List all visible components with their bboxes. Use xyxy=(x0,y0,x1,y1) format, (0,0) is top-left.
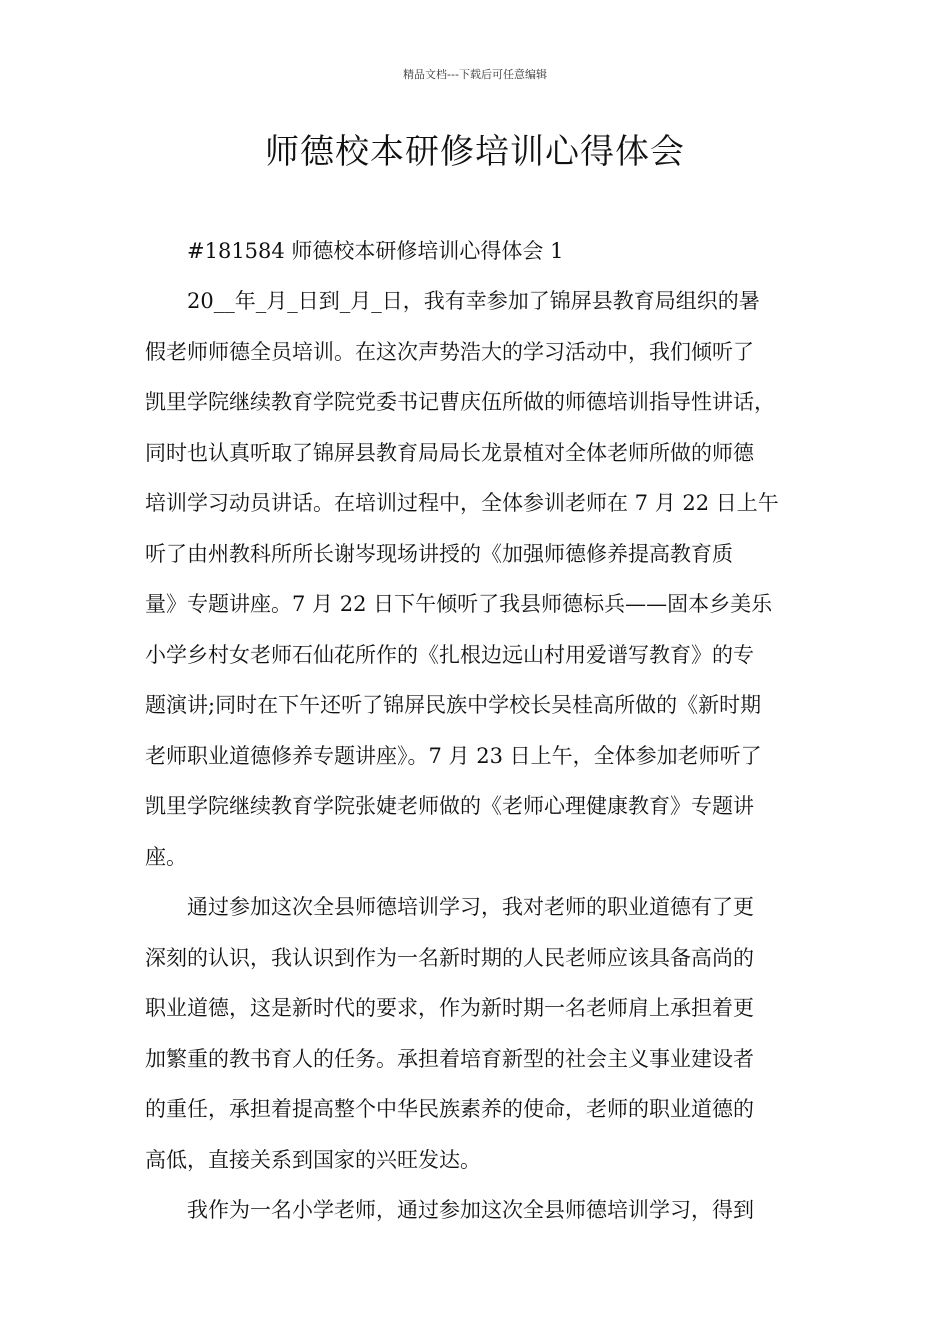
paragraph-line: 题演讲;同时在下午还听了锦屏民族中学校长吴桂高所做的《新时期 xyxy=(145,693,762,717)
paragraph-line: 的重任，承担着提高整个中华民族素养的使命，老师的职业道德的 xyxy=(145,1097,754,1121)
paragraph-line: 高低，直接关系到国家的兴旺发达。 xyxy=(145,1147,481,1172)
paragraph-line: 通过参加这次全县师德培训学习，我对老师的职业道德有了更 xyxy=(187,895,754,919)
paragraph xyxy=(145,276,815,882)
paragraph-line: 凯里学院继续教育学院党委书记曹庆伍所做的师德培训指导性讲话， xyxy=(145,390,775,414)
paragraph-line: 小学乡村女老师石仙花所作的《扎根边远山村用爱谱写教育》的专 xyxy=(145,642,754,667)
document-body xyxy=(145,226,815,1236)
paragraph-line: 座。 xyxy=(145,844,187,869)
paragraph-line: 我作为一名小学老师，通过参加这次全县师德培训学习，得到 xyxy=(187,1198,754,1222)
document-subtitle: #181584 师德校本研修培训心得体会 1 xyxy=(187,239,564,263)
paragraph-line: 假老师师德全员培训。在这次声势浩大的学习活动中，我们倾听了 xyxy=(145,339,754,364)
paragraph xyxy=(145,882,815,1185)
paragraph-line: 老师职业道德修养专题讲座》。7 月 23 日上午，全体参加老师听了 xyxy=(145,743,762,768)
paragraph-line: 20__年_月_日到_月_日，我有幸参加了锦屏县教育局组织的暑 xyxy=(187,289,760,313)
paragraph-line: 听了由州教科所所长谢岑现场讲授的《加强师德修养提高教育质 xyxy=(145,541,733,566)
paragraph-line: 深刻的认识，我认识到作为一名新时期的人民老师应该具备高尚的 xyxy=(145,945,754,970)
paragraph-line: 同时也认真听取了锦屏县教育局局长龙景植对全体老师所做的师德 xyxy=(145,440,754,465)
document-title: 师德校本研修培训心得体会 xyxy=(265,132,685,172)
paragraph-list xyxy=(145,276,815,1236)
header-note: 精品文档---下载后可任意编辑 xyxy=(403,68,547,81)
paragraph xyxy=(145,1185,815,1236)
paragraph-line: 量》专题讲座。7 月 22 日下午倾听了我县师德标兵——固本乡美乐 xyxy=(145,592,773,616)
paragraph-line: 培训学习动员讲话。在培训过程中，全体参训老师在 7 月 22 日上午 xyxy=(145,491,779,515)
paragraph-line: 凯里学院继续教育学院张婕老师做的《老师心理健康教育》专题讲 xyxy=(145,794,754,818)
paragraph-line: 加繁重的教书育人的任务。承担着培育新型的社会主义事业建设者 xyxy=(145,1046,754,1071)
paragraph-line: 职业道德，这是新时代的要求，作为新时期一名老师肩上承担着更 xyxy=(145,996,754,1020)
